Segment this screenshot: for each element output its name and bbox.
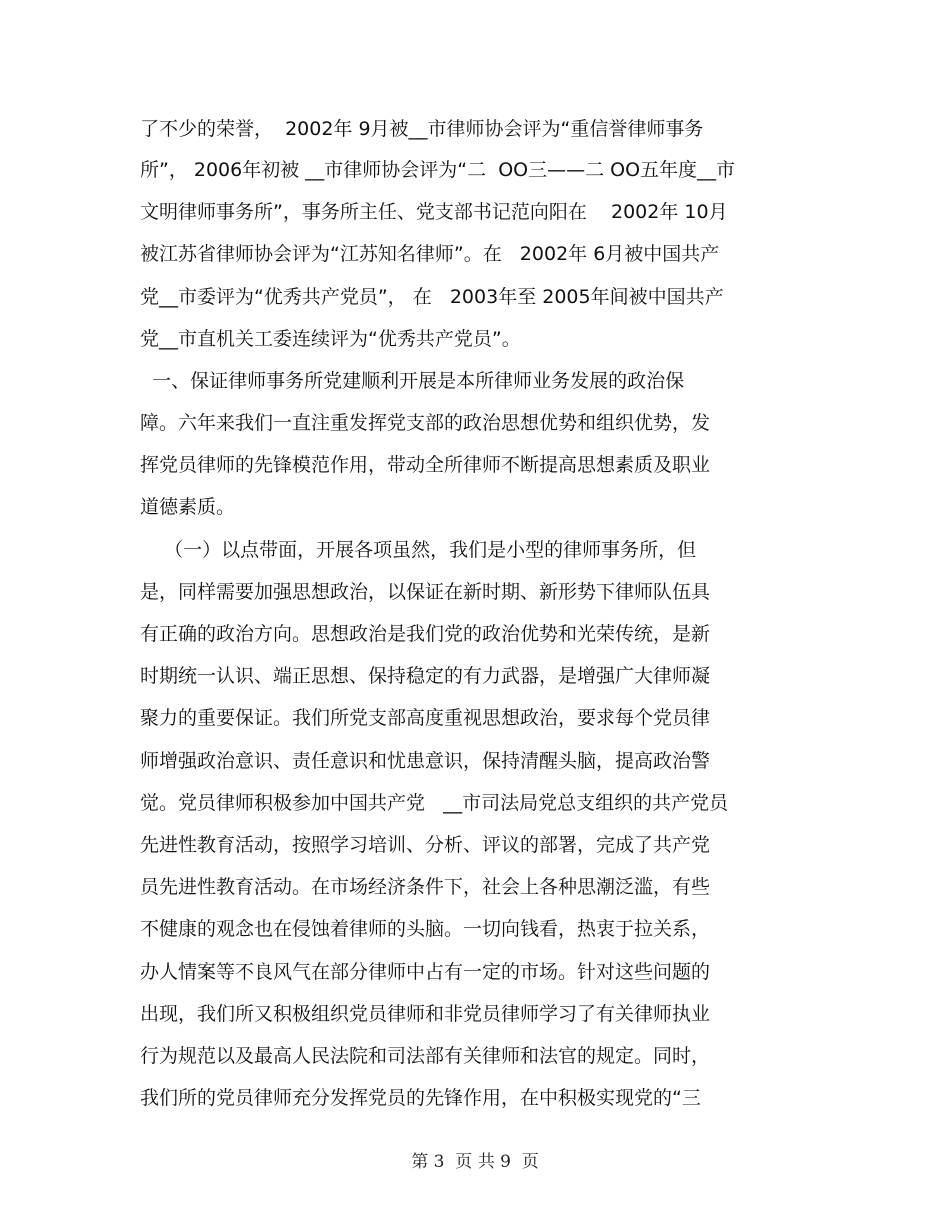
body-text-line: 不健康的观念也在侵蚀着律师的头脑。一切向钱看，热衷于拉关系， — [140, 918, 711, 940]
body-text-line: 有正确的政治方向。思想政治是我们党的政治优势和光荣传统，是新 — [140, 623, 711, 645]
body-text-line: 办人情案等不良风气在部分律师中占有一定的市场。针对这些问题的 — [140, 961, 711, 983]
body-text-line: 党__市直机关工委连续评为“优秀共产党员”。 — [140, 328, 521, 350]
body-text-line: 所”， 2006年初被 __市律师协会评为“二 OO三——二 OO五年度__市 — [140, 159, 736, 181]
body-text-line: 障。六年来我们一直注重发挥党支部的政治思想优势和组织优势，发 — [140, 412, 711, 434]
body-text-line: 行为规范以及最高人民法院和司法部有关律师和法官的规定。同时， — [140, 1045, 711, 1067]
body-text-line: 是，同样需要加强思想政治，以保证在新时期、新形势下律师队伍具 — [140, 581, 711, 603]
body-text-line: 先进性教育活动，按照学习培训、分析、评议的部署，完成了共产党 — [140, 834, 711, 856]
page-number-footer: 第 3 页 共 9 页 — [411, 1152, 539, 1172]
body-text-line: 了不少的荣誉， 2002年 9月被__市律师协会评为“重信誉律师事务 — [140, 118, 704, 140]
body-text-line: 员先进性教育活动。在市场经济条件下，社会上各种思潮泛滥，有些 — [140, 876, 711, 898]
section-heading-line: 一、保证律师事务所党建顺利开展是本所律师业务发展的政治保 — [140, 370, 685, 392]
body-text-line: 聚力的重要保证。我们所党支部高度重视思想政治，要求每个党员律 — [140, 707, 711, 729]
body-text-line: 时期统一认识、端正思想、保持稳定的有力武器，是增强广大律师凝 — [140, 665, 711, 687]
body-text-line: 出现，我们所又积极组织党员律师和非党员律师学习了有关律师执业 — [140, 1003, 711, 1025]
body-text-line: 道德素质。 — [140, 496, 236, 518]
body-text-line: 觉。党员律师积极参加中国共产党 __市司法局党总支组织的共产党员 — [140, 792, 729, 814]
body-text-line: 党__市委评为“优秀共产党员”， 在 2003年至 2005年间被中国共产 — [140, 286, 724, 308]
body-text-line: 挥党员律师的先锋模范作用，带动全所律师不断提高思想素质及职业 — [140, 454, 711, 476]
body-text-line: 文明律师事务所”，事务所主任、党支部书记范向阳在 2002年 10月 — [140, 201, 728, 223]
body-text-line: 师增强政治意识、责任意识和忧患意识，保持清醒头脑，提高政治警 — [140, 750, 711, 772]
body-text-line: 我们所的党员律师充分发挥党员的先锋作用，在中积极实现党的“三 — [140, 1087, 701, 1109]
body-text-line: 被江苏省律师协会评为“江苏知名律师”。在 2002年 6月被中国共产 — [140, 243, 720, 265]
subsection-heading-line: （一）以点带面，开展各项虽然，我们是小型的律师事务所，但 — [140, 539, 697, 561]
